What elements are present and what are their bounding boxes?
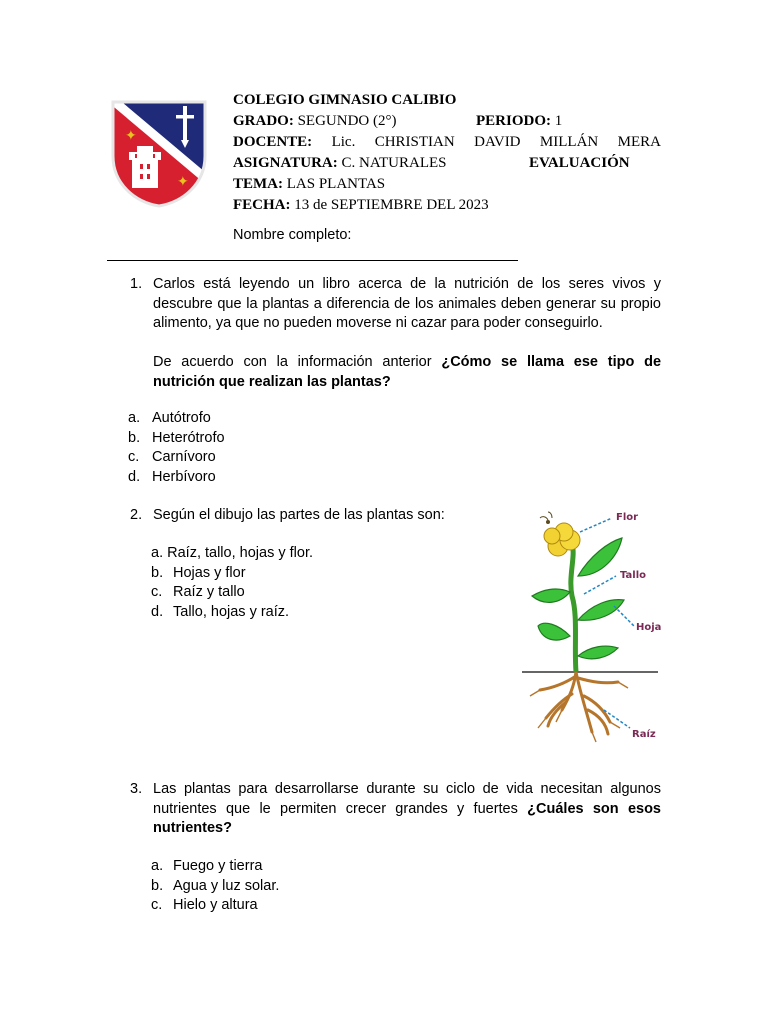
option-d[interactable]: d. Herbívoro [128,468,216,485]
label-tallo: Tallo [620,570,647,581]
docente-name-1: CHRISTIAN [374,134,455,150]
question-1-number: 1. [130,276,143,292]
question-1-prompt [153,353,661,392]
leaves [532,538,624,659]
option-c[interactable]: c. Carnívoro [128,449,216,465]
option-a[interactable]: a. Autótrofo [128,410,211,426]
label-flor: Flor [616,512,639,523]
plant-illustration [500,496,664,756]
tema-row [233,174,661,195]
fecha-row [233,195,661,216]
label-hoja: Hoja [636,622,662,633]
question-3-text [153,780,661,839]
option-c[interactable]: c. Hielo y altura [151,897,258,913]
docente-name-3: MILLÁN [539,134,599,150]
question-1-text: Carlos está leyendo un libro acerca de la nutrición de los seres vivos y descubre que la plantas a diferencia de los animales deben generar su propio alimento, ya que no pueden moverse ni cazar para poder conseguirlo. [153,276,661,331]
option-a[interactable]: a. Raíz, tallo, hojas y flor. [151,545,313,561]
grado-row [233,111,661,132]
star-icon: ✦ [125,128,137,144]
question-3-number: 3. [130,781,143,797]
docente-row [233,132,661,153]
question-2-number: 2. [130,507,143,523]
periodo-label: PERIODO: [476,113,551,129]
question-2-text: Según el dibujo las partes de las plantas son: [153,507,445,523]
flower [540,512,580,556]
school-crest-logo [107,98,211,210]
evaluacion-label: EVALUACIÓN [529,155,630,171]
star-icon: ✦ [177,174,189,190]
option-b[interactable]: b. Agua y luz solar. [151,877,280,894]
question-1-question: ¿Cómo se llama ese tipo de nutrición que realizan las plantas? [153,354,662,390]
option-d[interactable]: d. Tallo, hojas y raíz. [151,603,290,620]
option-c[interactable]: c. Raíz y tallo [151,584,245,600]
question-1-lead: De acuerdo con la información anterior [153,354,432,370]
name-answer-line[interactable] [107,260,518,261]
label-raiz: Raíz [632,729,656,740]
tema-label: TEMA: [233,176,283,192]
header-block [233,90,661,216]
asignatura-label: ASIGNATURA: [233,155,338,171]
docente-name-4: MERA [617,134,661,150]
stem [571,544,576,672]
castle-icon [129,146,161,188]
question-3-options [151,857,279,916]
docente-name-2: DAVID [474,134,521,150]
roots [540,672,618,734]
grado-label: GRADO: [233,113,294,129]
question-3-body: Las plantas para desarrollarse durante su ciclo de vida necesitan algunos nutrientes que le permiten crecer grandes y fuertes [153,781,661,817]
question-1-options [128,409,225,487]
plant-diagram [500,496,664,756]
option-b[interactable]: b. Heterótrofo [128,429,225,446]
question-2-options [151,544,313,622]
docente-label: DOCENTE: [233,134,313,150]
nombre-completo-label: Nombre completo: [233,227,352,243]
tema-value: LAS PLANTAS [286,176,386,192]
docente-lic: Lic. [331,134,356,150]
asignatura-row [233,153,661,174]
option-a[interactable]: a. Fuego y tierra [151,858,263,874]
grado-value: SEGUNDO (2°) [297,113,397,129]
asignatura-value: C. NATURALES [341,155,447,171]
fecha-label: FECHA: [233,197,291,213]
fecha-value: 13 de SEPTIEMBRE DEL 2023 [294,197,489,213]
school-name: COLEGIO GIMNASIO CALIBIO [233,92,457,108]
option-b[interactable]: b. Hojas y flor [151,564,246,581]
question-3-question: ¿Cuáles son esos nutrientes? [153,800,661,836]
periodo-value: 1 [554,113,563,129]
